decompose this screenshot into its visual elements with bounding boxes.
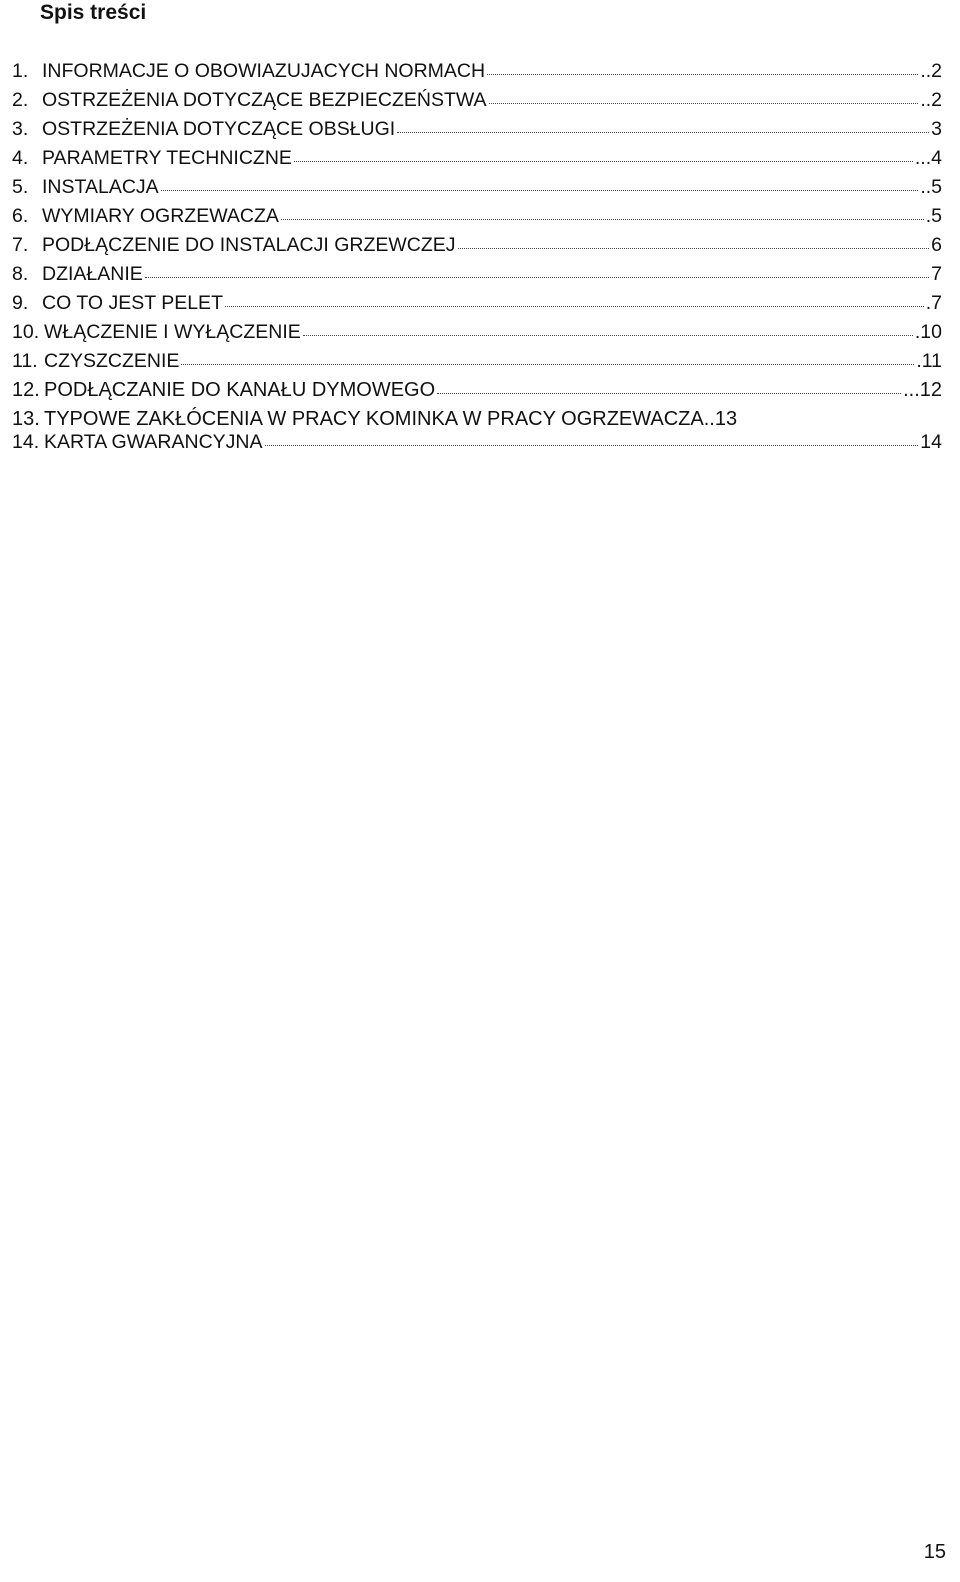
toc-entry-number: 9. xyxy=(12,292,29,314)
toc-entry-title: CZYSZCZENIE xyxy=(44,350,180,372)
toc-leader xyxy=(145,276,929,278)
toc-leader xyxy=(489,102,919,104)
toc-leader xyxy=(487,73,918,75)
toc-entry-title: CO TO JEST PELET xyxy=(42,292,223,314)
toc-entry[interactable] xyxy=(12,115,942,144)
toc-entry-number: 12. xyxy=(12,379,40,401)
toc-leader xyxy=(281,218,924,220)
toc-leader xyxy=(225,305,924,307)
toc-entry-number: 10. xyxy=(12,321,40,343)
toc-entry-number: 13. xyxy=(12,408,40,430)
toc-entry-title: OSTRZEŻENIA DOTYCZĄCE BEZPIECZEŃSTWA xyxy=(42,89,487,111)
toc-entry[interactable] xyxy=(12,202,942,231)
toc-entry-page: .11 xyxy=(916,350,942,372)
toc-entry-page: 6 xyxy=(931,234,942,256)
toc-entry[interactable] xyxy=(12,57,942,86)
toc-entry[interactable] xyxy=(12,347,942,376)
toc-entry-page: ...12 xyxy=(903,379,942,401)
toc-entry-page: 14 xyxy=(920,431,942,453)
toc-leader xyxy=(303,334,913,336)
toc-leader xyxy=(161,189,919,191)
toc-entry-page: ..2 xyxy=(920,89,942,111)
toc-entry-title: OSTRZEŻENIA DOTYCZĄCE OBSŁUGI xyxy=(42,118,396,140)
toc-entry-page: .10 xyxy=(914,321,942,343)
toc-entry-number: 1. xyxy=(12,60,29,82)
toc-entry-title: TYPOWE ZAKŁÓCENIA W PRACY KOMINKA W PRACY OGRZEWACZA xyxy=(44,408,704,430)
toc-entry-number: 7. xyxy=(12,234,29,256)
toc-entry-number: 14. xyxy=(12,431,40,453)
toc-entry[interactable] xyxy=(12,289,942,318)
toc-heading: Spis treści xyxy=(40,1,147,24)
toc-entry-title: WŁĄCZENIE I WYŁĄCZENIE xyxy=(44,321,301,343)
toc-entry-number: 11. xyxy=(12,350,38,372)
toc-entry-number: 5. xyxy=(12,176,29,198)
toc-entry-page: .7 xyxy=(925,292,942,314)
toc-entry[interactable] xyxy=(12,318,942,347)
toc-entry-number: 3. xyxy=(12,118,29,140)
toc-leader xyxy=(437,392,901,394)
toc-entry[interactable] xyxy=(12,86,942,115)
toc-entry-title: INSTALACJA xyxy=(42,176,159,198)
toc-entry-page: 3 xyxy=(931,118,942,140)
toc-entry[interactable] xyxy=(12,376,942,405)
toc-leader xyxy=(294,160,913,162)
toc-entry-number: 2. xyxy=(12,89,29,111)
toc-entry-page: ..2 xyxy=(920,60,942,82)
page-number: 15 xyxy=(923,1541,946,1563)
toc-entry-page: ..13 xyxy=(703,408,738,430)
toc-entry-title: WYMIARY OGRZEWACZA xyxy=(42,205,279,227)
toc-entry-title: KARTA GWARANCYJNA xyxy=(44,431,263,453)
toc-entry-title: INFORMACJE O OBOWIAZUJACYCH NORMACH xyxy=(42,60,486,82)
toc-entry-page: 7 xyxy=(931,263,942,285)
toc-entry[interactable] xyxy=(12,260,942,289)
toc-entry-title: DZIAŁANIE xyxy=(42,263,143,285)
toc-entry[interactable] xyxy=(12,173,942,202)
toc-entry-page: ...4 xyxy=(914,147,942,169)
toc-entry-number: 4. xyxy=(12,147,29,169)
toc-leader xyxy=(458,247,930,249)
toc-entry-page: .5 xyxy=(925,205,942,227)
toc-leader xyxy=(265,444,919,446)
toc-entry-title: PODŁĄCZENIE DO INSTALACJI GRZEWCZEJ xyxy=(42,234,456,256)
toc-leader xyxy=(181,363,914,365)
table-of-contents xyxy=(12,57,942,457)
toc-entry-number: 6. xyxy=(12,205,29,227)
toc-entry-number: 8. xyxy=(12,263,29,285)
toc-entry-page: ..5 xyxy=(920,176,942,198)
toc-entry[interactable] xyxy=(12,231,942,260)
toc-entry-title: PODŁĄCZANIE DO KANAŁU DYMOWEGO xyxy=(44,379,436,401)
toc-entry-title: PARAMETRY TECHNICZNE xyxy=(42,147,292,169)
toc-entry[interactable] xyxy=(12,144,942,173)
toc-leader xyxy=(397,131,929,133)
